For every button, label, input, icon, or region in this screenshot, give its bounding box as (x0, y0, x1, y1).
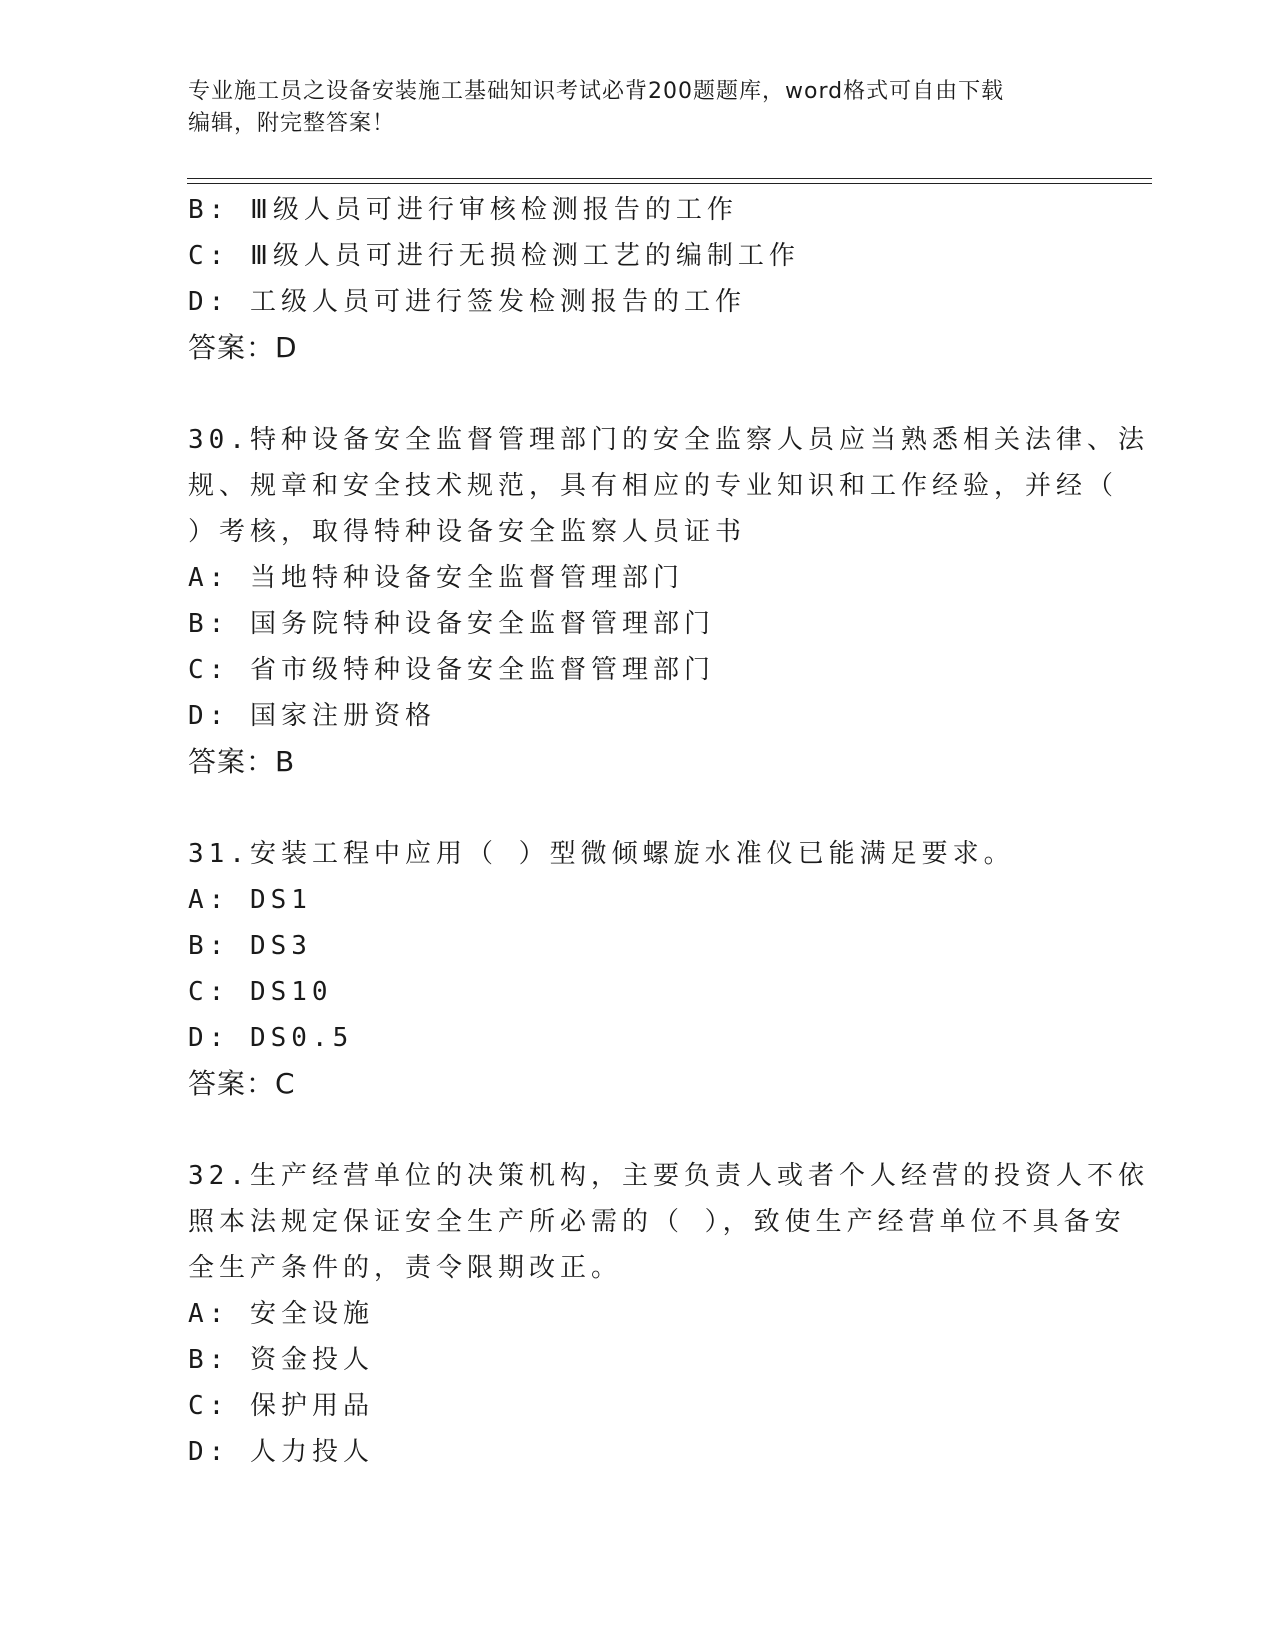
question-stem-line: 照本法规定保证安全生产所必需的（ ），致使生产经营单位不具备安 (188, 1207, 1126, 1237)
spacer (188, 371, 1088, 417)
document-body (188, 187, 1149, 1475)
header-rule-top (187, 178, 1152, 179)
answer-line: 答案：C (188, 1067, 296, 1100)
option-d: D: DS0.5 (188, 1023, 354, 1053)
question-stem-line: 规、规章和安全技术规范，具有相应的专业知识和工作经验，并经（ (188, 471, 1119, 501)
option-d: D: 人力投人 (188, 1437, 374, 1467)
option-b: B: 资金投人 (188, 1345, 374, 1375)
spacer (188, 785, 1088, 831)
page-header (188, 76, 1068, 140)
option-d: D: 工级人员可进行签发检测报告的工作 (188, 287, 746, 317)
question-stem-line: 32.生产经营单位的决策机构，主要负责人或者个人经营的投资人不依 (188, 1161, 1149, 1191)
option-b: B: 国务院特种设备安全监督管理部门 (188, 609, 715, 639)
header-line-2: 编辑，附完整答案！ (188, 111, 396, 136)
option-c: C: Ⅲ级人员可进行无损检测工艺的编制工作 (188, 241, 800, 271)
option-c: C: 省市级特种设备安全监督管理部门 (188, 655, 715, 685)
option-b: B: DS3 (188, 931, 312, 961)
question-30 (188, 417, 1149, 785)
question-stem-line: ）考核，取得特种设备安全监察人员证书 (188, 517, 747, 547)
option-c: C: 保护用品 (188, 1391, 374, 1421)
spacer (188, 1107, 1088, 1153)
question-stem-line: 全生产条件的，责令限期改正。 (188, 1253, 623, 1283)
option-a: A: 安全设施 (188, 1299, 374, 1329)
answer-line: 答案：D (188, 331, 298, 364)
option-a: A: 当地特种设备安全监督管理部门 (188, 563, 684, 593)
question-29-continuation (188, 187, 1088, 371)
option-b: B: Ⅲ级人员可进行审核检测报告的工作 (188, 195, 738, 225)
option-d: D: 国家注册资格 (188, 701, 436, 731)
question-stem-line: 30.特种设备安全监督管理部门的安全监察人员应当熟悉相关法律、法 (188, 425, 1149, 455)
question-32 (188, 1153, 1149, 1475)
option-c: C: DS10 (188, 977, 333, 1007)
question-31 (188, 831, 1088, 1107)
header-rule-bottom (187, 183, 1152, 184)
header-line-1: 专业施工员之设备安装施工基础知识考试必背200题题库，word格式可自由下载 (188, 79, 1005, 104)
question-stem-line: 31.安装工程中应用（ ）型微倾螺旋水准仪已能满足要求。 (188, 839, 1015, 869)
option-a: A: DS1 (188, 885, 312, 915)
answer-line: 答案：B (188, 745, 296, 778)
